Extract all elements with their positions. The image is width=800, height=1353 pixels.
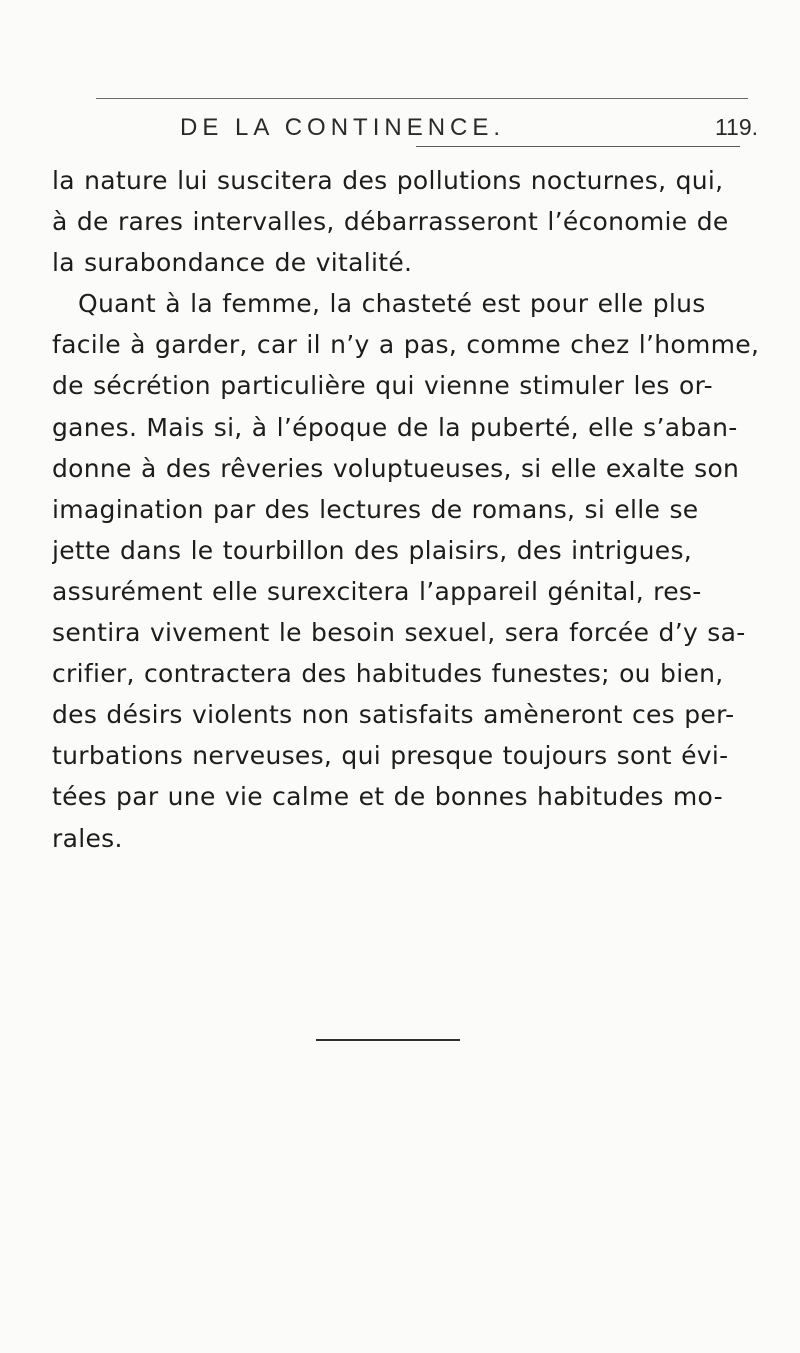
text-line: sentira vivement le besoin sexuel, sera forcée d’y sa-: [52, 618, 746, 648]
text-line: donne à des rêveries voluptueuses, si elle exalte son: [52, 453, 740, 483]
text-line: à de rares intervalles, débarrasseront l’économie de: [52, 207, 729, 237]
text-line: imagination par des lectures de romans, si elle se: [52, 494, 699, 524]
text-line: de sécrétion particulière qui vienne stimuler les or-: [52, 371, 713, 401]
body-text: [52, 160, 772, 859]
top-rule: [96, 98, 748, 99]
paragraph-start-line: Quant à la femme, la chasteté est pour elle plus: [78, 289, 706, 319]
text-line: la nature lui suscitera des pollutions nocturnes, qui,: [52, 166, 724, 195]
page-number: 119.: [714, 114, 758, 140]
text-line: la surabondance de vitalité.: [52, 248, 413, 278]
text-line: ganes. Mais si, à l’époque de la puberté, elle s’aban-: [52, 412, 738, 442]
text-line: crifier, contractera des habitudes funestes; ou bien,: [52, 659, 724, 689]
text-line: tées par une vie calme et de bonnes habitudes mo-: [52, 782, 723, 812]
section-end-rule: [316, 1039, 460, 1041]
text-line: jette dans le tourbillon des plaisirs, des intrigues,: [52, 535, 693, 565]
text-line: rales.: [52, 823, 123, 853]
text-line: assurément elle surexcitera l’appareil génital, res-: [52, 576, 702, 606]
text-line: des désirs violents non satisfaits amèneront ces per-: [52, 700, 735, 730]
header-rule: [416, 146, 740, 147]
text-line: facile à garder, car il n’y a pas, comme chez l’homme,: [52, 330, 760, 360]
text-line: turbations nerveuses, qui presque toujours sont évi-: [52, 741, 729, 771]
running-title: DE LA CONTINENCE.: [180, 114, 506, 141]
